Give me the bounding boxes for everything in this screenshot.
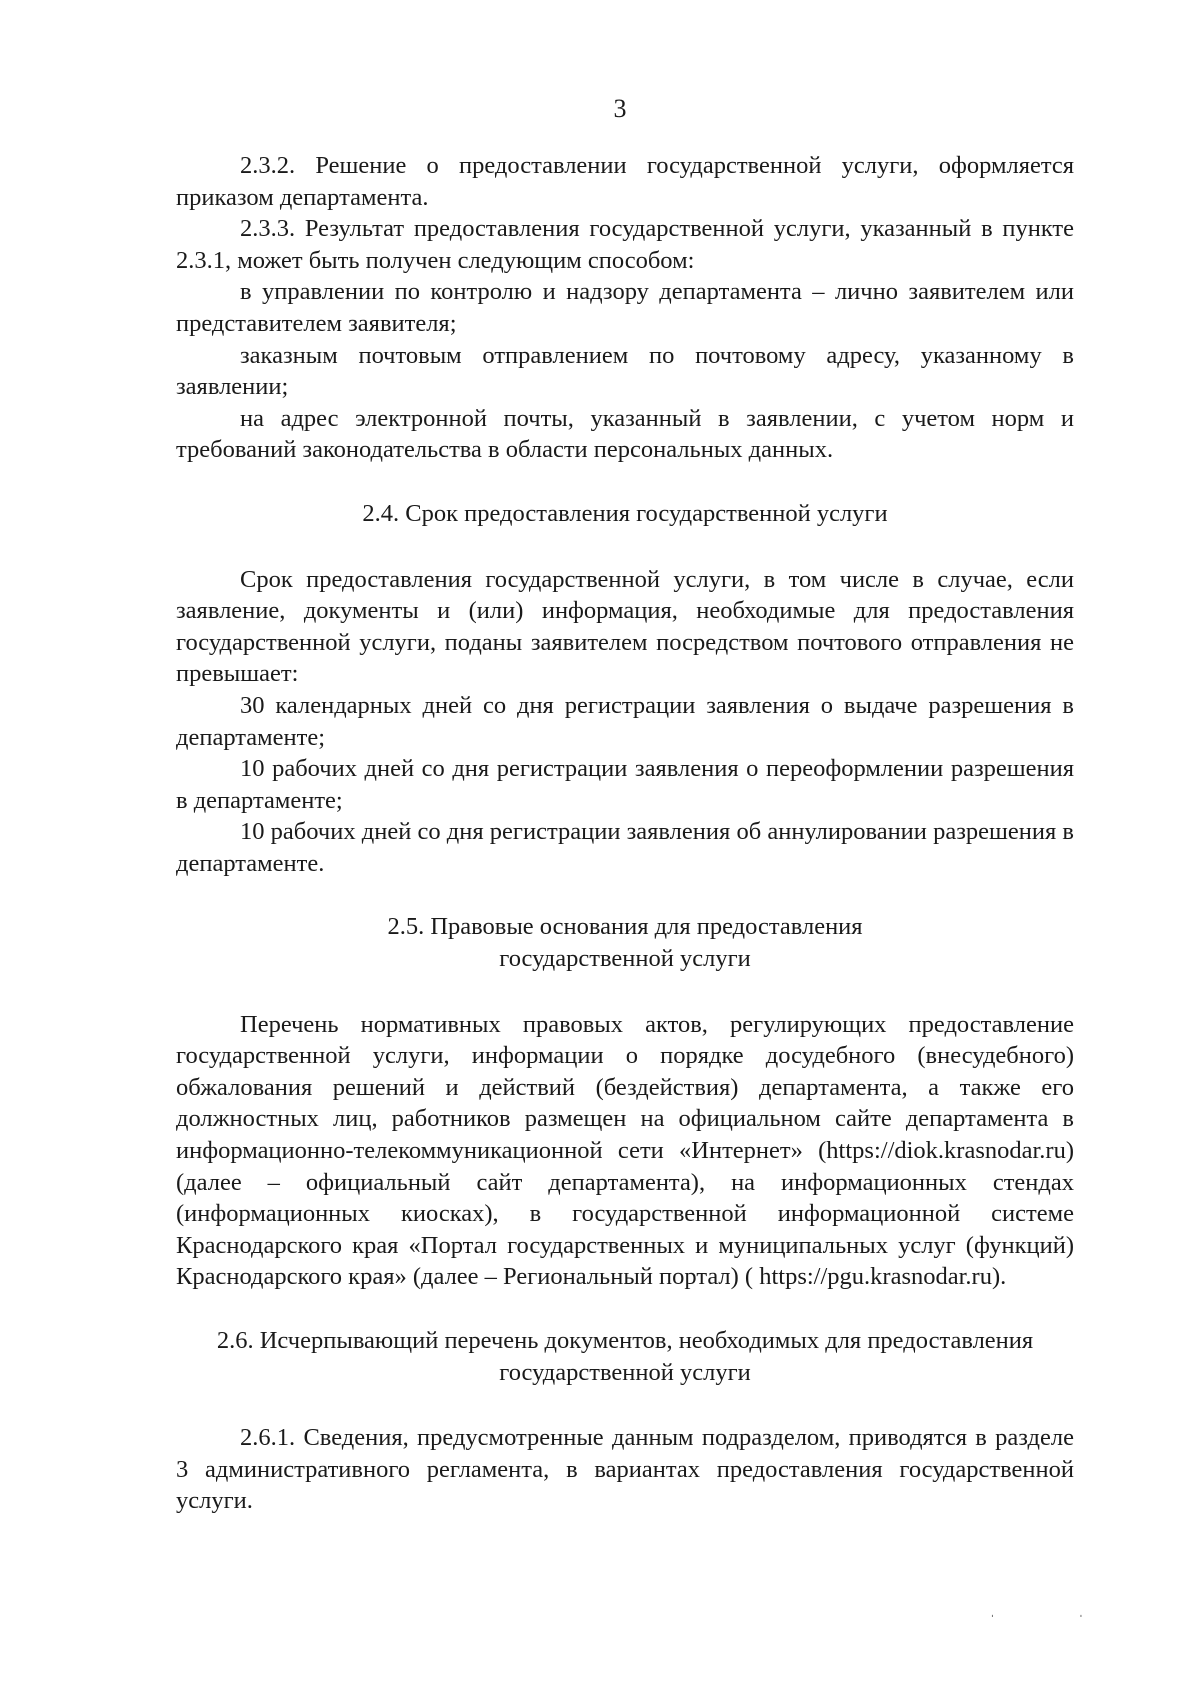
heading-2-4: 2.4. Срок предоставления государственной услуги <box>362 499 888 527</box>
paragraph-2-6-1: 2.6.1. Сведения, предусмотренные данным подразделом, приводятся в разделе 3 административного регламента, в вариантах предоставления государственной услуги. <box>176 1424 1074 1515</box>
paragraph-2-3-2: 2.3.2. Решение о предоставлении государственной услуги, оформляется приказом департамента. <box>176 152 1074 211</box>
term-cancellation: 10 рабочих дней со дня регистрации заявления об аннулировании разрешения в департаменте. <box>176 818 1074 877</box>
term-reissue: 10 рабочих дней со дня регистрации заявления о переоформлении разрешения в департаменте; <box>176 755 1074 814</box>
document-body <box>176 150 1074 1517</box>
heading-2-6 <box>176 1325 1074 1388</box>
method-email: на адрес электронной почты, указанный в заявлении, с учетом норм и требований законодательства в области персональных данных. <box>176 404 1074 464</box>
scan-mark: ˌ <box>1078 1603 1084 1618</box>
term-issuance: 30 календарных дней со дня регистрации заявления о выдаче разрешения в департаменте; <box>176 691 1074 751</box>
heading-2-6-line1: 2.6. Исчерпывающий перечень документов, необходимых для предоставления <box>216 1327 1034 1354</box>
page-number: 3 <box>613 94 627 123</box>
paragraph-2-5-body: Перечень нормативных правовых актов, регулирующих предоставление государственной услуги, информации о порядке досудебного (внесудебного) обжалования решений и действий (бездействия) департамента, а также его должностных лиц, работников размещен на официальном сайте департамента в информационно-телекоммуникационной сети «Интернет» (https://diok.krasnodar.ru) (далее – официальный сайт департамента), на информационных стендах (информационных киосках), в государственной информационной системе Краснодарского края «Портал государственных и муниципальных услуг (функций) Краснодарского края» (далее – Региональный портал) ( https://pgu.krasnodar.ru). <box>176 1010 1074 1291</box>
method-in-person: в управлении по контролю и надзору департамента – лично заявителем или представителем заявителя; <box>176 278 1074 337</box>
paragraph-2-3-3: 2.3.3. Результат предоставления государственной услуги, указанный в пункте 2.3.1, может быть получен следующим способом: <box>176 215 1074 274</box>
heading-2-5 <box>176 911 1074 974</box>
method-registered-mail: заказным почтовым отправлением по почтовому адресу, указанному в заявлении; <box>176 341 1074 401</box>
paragraph-2-4-intro: Срок предоставления государственной услуги, в том числе в случае, если заявление, документы и (или) информация, необходимые для предоставления государственной услуги, поданы заявителем посредством почтового отправления не превышает: <box>176 565 1074 688</box>
heading-2-5-line2: государственной услуги <box>499 945 751 973</box>
heading-2-5-line1: 2.5. Правовые основания для предоставления <box>387 913 863 941</box>
scan-marks <box>990 1603 1167 1619</box>
heading-2-6-line2: государственной услуги <box>499 1358 751 1386</box>
scan-mark: ˌ <box>990 1603 995 1618</box>
